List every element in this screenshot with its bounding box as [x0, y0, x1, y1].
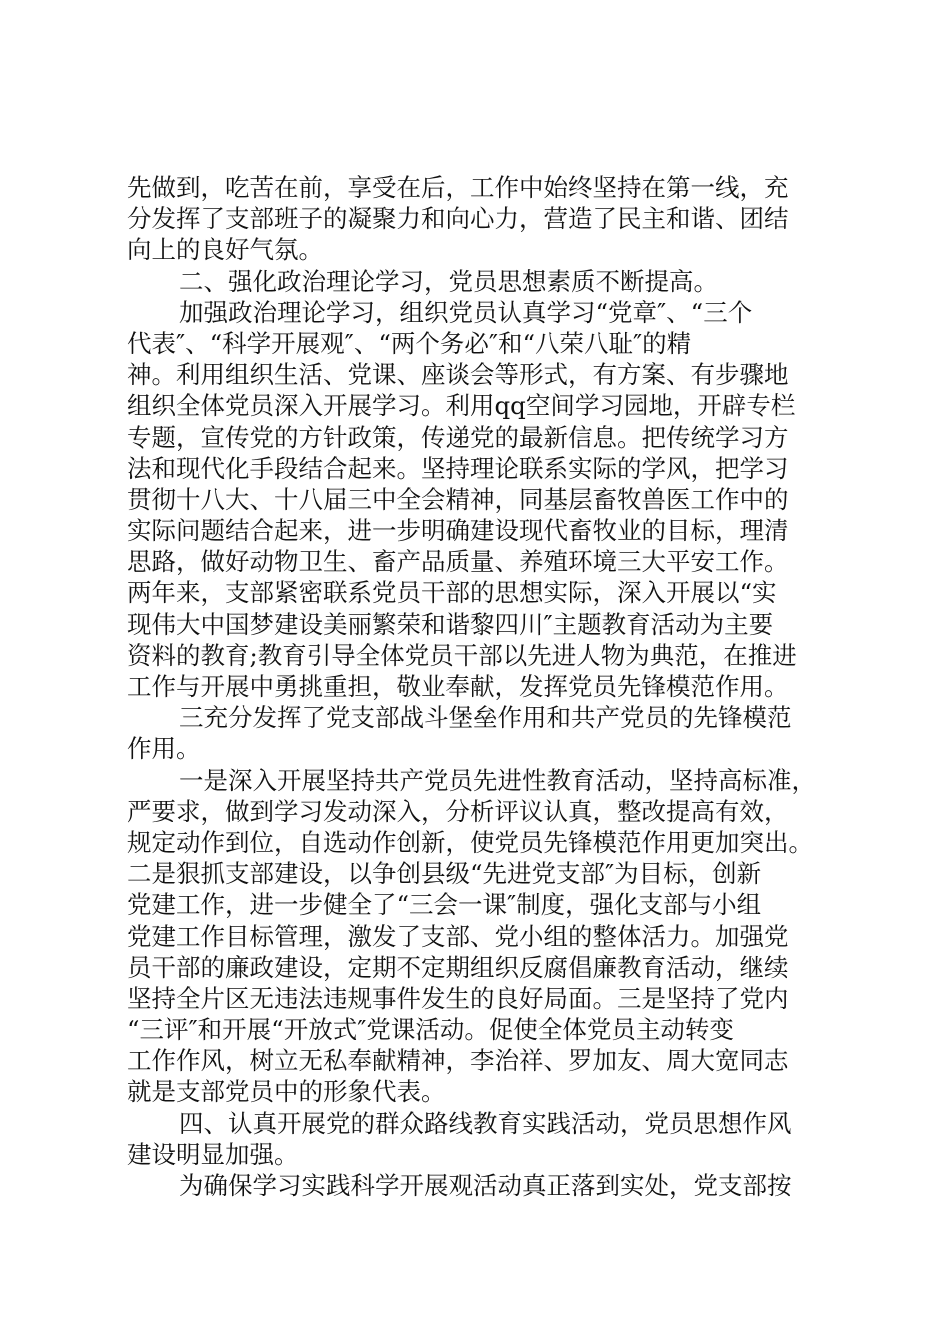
section-heading-2: 二、强化政治理论学习，党员思想素质不断提高。 [179, 266, 718, 296]
text-line: 二是狠抓支部建设，以争创县级“先进党支部″为目标，创新 [127, 859, 762, 889]
text-line: 严要求，做到学习发动深入，分析评议认真，整改提高有效， [127, 796, 789, 826]
text-line: “三评″和开展“开放式″党课活动。促使全体党员主动转变 [127, 1015, 734, 1045]
text-line: 实际问题结合起来，进一步明确建设现代畜牧业的目标，理清 [127, 516, 789, 546]
text-line: 思路，做好动物卫生、畜产品质量、养殖环境三大平安工作。 [127, 547, 789, 577]
text-line: 分发挥了支部班子的凝聚力和向心力，营造了民主和谐、团结 [127, 204, 789, 234]
section-heading-3: 三充分发挥了党支部战斗堡垒作用和共产党员的先锋模范 [179, 703, 792, 733]
text-line: 坚持全片区无违法违规事件发生的良好局面。三是坚持了党内 [127, 983, 789, 1013]
text-line: 为确保学习实践科学开展观活动真正落到实处，党支部按 [179, 1171, 792, 1200]
text-line: 两年来，支部紧密联系党员干部的思想实际，深入开展以“实 [127, 578, 777, 608]
text-line: 作用。 [127, 734, 201, 764]
text-line: 党建工作目标管理，激发了支部、党小组的整体活力。加强党 [127, 921, 789, 951]
text-line: 规定动作到位，自选动作创新，使党员先锋模范作用更加突出。 [127, 827, 813, 857]
text-line: 代表″、“科学开展观″、“两个务必″和“八荣八耻″的精 [127, 328, 692, 358]
text-line: 现伟大中国梦建设美丽繁荣和谐黎四川″主题教育活动为主要 [127, 609, 774, 639]
text-line: 向上的良好气氛。 [127, 235, 323, 265]
text-line: 贯彻十八大、十八届三中全会精神，同基层畜牧兽医工作中的 [127, 484, 789, 514]
document-body [127, 172, 827, 1201]
text-line: 专题，宣传党的方针政策，传递党的最新信息。把传统学习方 [127, 422, 789, 452]
text-line: 党建工作，进一步健全了“三会一课″制度，强化支部与小组 [127, 890, 762, 920]
text-line: 工作与开展中勇挑重担，敬业奉献，发挥党员先锋模范作用。 [127, 672, 789, 701]
text-line: 先做到，吃苦在前，享受在后，工作中始终坚持在第一线，充 [127, 173, 789, 202]
text-line: 加强政治理论学习，组织党员认真学习“党章″、“三个 [179, 297, 753, 327]
text-line: 工作作风，树立无私奉献精神，李治祥、罗加友、周大宽同志 [127, 1046, 789, 1076]
text-line: 就是支部党员中的形象代表。 [127, 1077, 446, 1107]
text-line: 建设明显加强。 [127, 1139, 299, 1169]
text-line: 组织全体党员深入开展学习。利用qq空间学习园地，开辟专栏 [127, 391, 796, 421]
text-line: 一是深入开展坚持共产党员先进性教育活动，坚持高标准， [179, 765, 816, 795]
text-line: 资料的教育;教育引导全体党员干部以先进人物为典范，在推进 [127, 640, 797, 670]
text-line: 法和现代化手段结合起来。坚持理论联系实际的学风，把学习 [127, 453, 789, 483]
text-line: 神。利用组织生活、党课、座谈会等形式，有方案、有步骤地 [127, 360, 789, 390]
section-heading-4: 四、认真开展党的群众路线教育实践活动，党员思想作风 [179, 1108, 792, 1138]
text-line: 员干部的廉政建设，定期不定期组织反腐倡廉教育活动，继续 [127, 952, 789, 982]
